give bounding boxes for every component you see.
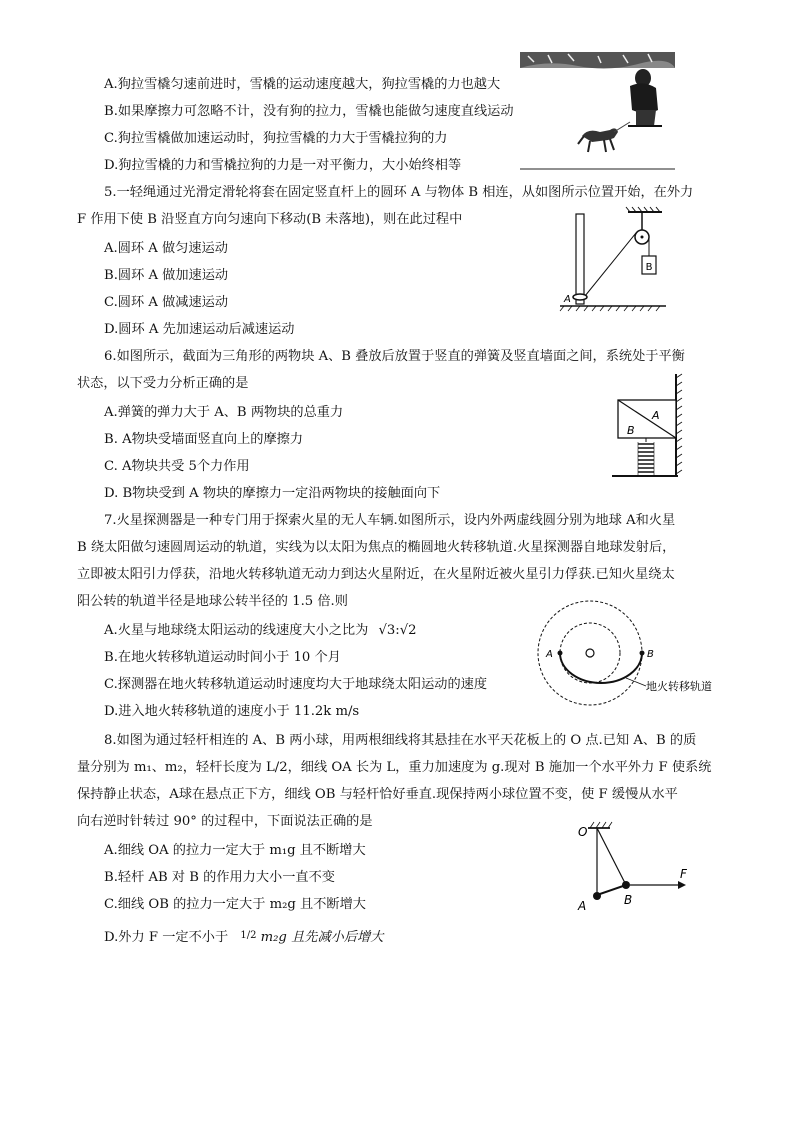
earth-a-label: A bbox=[546, 649, 553, 660]
spring-blocks-figure bbox=[612, 372, 690, 484]
q8-option-c: C.细线 OB 的拉力一定大于 m₂g 且不断增大 bbox=[104, 897, 366, 912]
q6-option-b: B. A物块受墙面竖直向上的摩擦力 bbox=[104, 432, 304, 447]
q7-stem-line-1: 7.火星探测器是一种专门用于探索火星的无人车辆.如图所示，设内外两虚线圆分别为地球 A和火星 bbox=[104, 513, 676, 528]
transfer-orbit-label: 地火转移轨道 bbox=[646, 680, 712, 693]
q8-option-b: B.轻杆 AB 对 B 的作用力大小一直不变 bbox=[104, 870, 335, 885]
q7-option-c: C.探测器在地火转移轨道运动时速度均大于地球绕太阳运动的速度 bbox=[104, 677, 488, 692]
q4-option-d: D.狗拉雪橇的力和雪橇拉狗的力是一对平衡力，大小始终相等 bbox=[104, 158, 462, 173]
q4-option-c: C.狗拉雪橇做加速运动时，狗拉雪橇的力大于雪橇拉狗的力 bbox=[104, 131, 448, 146]
q5-stem-line-1: 5.一轻绳通过光滑定滑轮将套在固定竖直杆上的圆环 A 与物体 B 相连，从如图所示位置开始，在外力 bbox=[104, 185, 694, 200]
q8-stem-line-1: 8.如图为通过轻杆相连的 A、B 两小球，用两根细线将其悬挂在水平天花板上的 O 点.已知 A、B 的质 bbox=[104, 733, 697, 748]
rod-balls-figure bbox=[570, 818, 700, 918]
q8-option-d-fraction: 1/2 bbox=[240, 930, 257, 941]
q8-option-d-expr: m₂g 且先减小后增大 bbox=[260, 930, 384, 945]
mars-orbit-figure bbox=[534, 598, 734, 710]
q7-option-a bbox=[104, 622, 417, 640]
q7-option-a-ratio: √3:√2 bbox=[378, 623, 417, 638]
q6-option-c: C. A物块共受 5个力作用 bbox=[104, 459, 250, 474]
ball-a-label: A bbox=[578, 899, 587, 913]
q5-option-b: B.圆环 A 做加速运动 bbox=[104, 268, 229, 283]
q4-option-b: B.如果摩擦力可忽略不计，没有狗的拉力，雪橇也能做匀速度直线运动 bbox=[104, 104, 514, 119]
force-f-label: F bbox=[680, 867, 687, 881]
q5-option-c: C.圆环 A 做减速运动 bbox=[104, 295, 229, 310]
q7-option-b: B.在地火转移轨道运动时间小于 10 个月 bbox=[104, 650, 341, 665]
q7-option-d: D.进入地火转移轨道的速度小于 11.2k m/s bbox=[104, 704, 360, 719]
q6-stem-line-1: 6.如图所示，截面为三角形的两物块 A、B 叠放后放置于竖直的弹簧及竖直墙面之间，系统处于平衡 bbox=[104, 349, 685, 364]
q6-option-d: D. B物块受到 A 物块的摩擦力一定沿两物块的接触面向下 bbox=[104, 486, 441, 501]
q4-option-a: A.狗拉雪橇匀速前进时，雪橇的运动速度越大，狗拉雪橇的力也越大 bbox=[104, 77, 501, 92]
block-a-label: A bbox=[652, 409, 660, 422]
ball-b-label: B bbox=[624, 893, 633, 907]
q7-stem-line-4: 阳公转的轨道半径是地球公转半径的 1.5 倍.则 bbox=[77, 594, 348, 609]
q8-option-d-text: D.外力 F 一定不小于 bbox=[104, 930, 229, 945]
q8-stem-line-3: 保持静止状态，A球在悬点正下方，细线 OB 与轻杆恰好垂直.现保持两小球位置不变，使 F 缓慢从水平 bbox=[77, 787, 678, 802]
q8-option-d bbox=[104, 927, 383, 947]
block-b-label: B bbox=[627, 424, 635, 437]
q8-option-a: A.细线 OA 的拉力一定大于 m₁g 且不断增大 bbox=[104, 843, 366, 858]
q5-stem-line-2: F 作用下使 B 沿竖直方向匀速向下移动(B 未落地)，则在此过程中 bbox=[77, 212, 463, 227]
ring-a-label: A bbox=[564, 294, 571, 305]
mars-b-label: B bbox=[647, 649, 654, 660]
q8-stem-line-4: 向右逆时针转过 90° 的过程中，下面说法正确的是 bbox=[77, 814, 373, 829]
point-o-label: O bbox=[578, 825, 588, 839]
pulley-rod-figure bbox=[558, 206, 668, 318]
q6-option-a: A.弹簧的弹力大于 A、B 两物块的总重力 bbox=[104, 405, 344, 420]
q5-option-a: A.圆环 A 做匀速运动 bbox=[104, 241, 228, 256]
q7-stem-line-2: B 绕太阳做匀速圆周运动的轨道，实线为以太阳为焦点的椭圆地火转移轨道.火星探测器自地球发射后， bbox=[77, 540, 676, 555]
q5-option-d: D.圆环 A 先加速运动后减速运动 bbox=[104, 322, 295, 337]
q6-stem-line-2: 状态，以下受力分析正确的是 bbox=[77, 376, 249, 391]
dog-sled-figure bbox=[518, 52, 678, 174]
q8-stem-line-2: 量分别为 m₁、m₂，轻杆长度为 L/2，细线 OA 长为 L，重力加速度为 g.现对 B 施加一个水平外力 F 使系统 bbox=[77, 760, 712, 775]
q7-option-a-text: A.火星与地球绕太阳运动的线速度大小之比为 bbox=[104, 623, 369, 638]
block-b-label: B bbox=[645, 262, 653, 273]
q7-stem-line-3: 立即被太阳引力俘获，沿地火转移轨道无动力到达火星附近，在火星附近被火星引力俘获.已知火星绕太 bbox=[77, 567, 675, 582]
